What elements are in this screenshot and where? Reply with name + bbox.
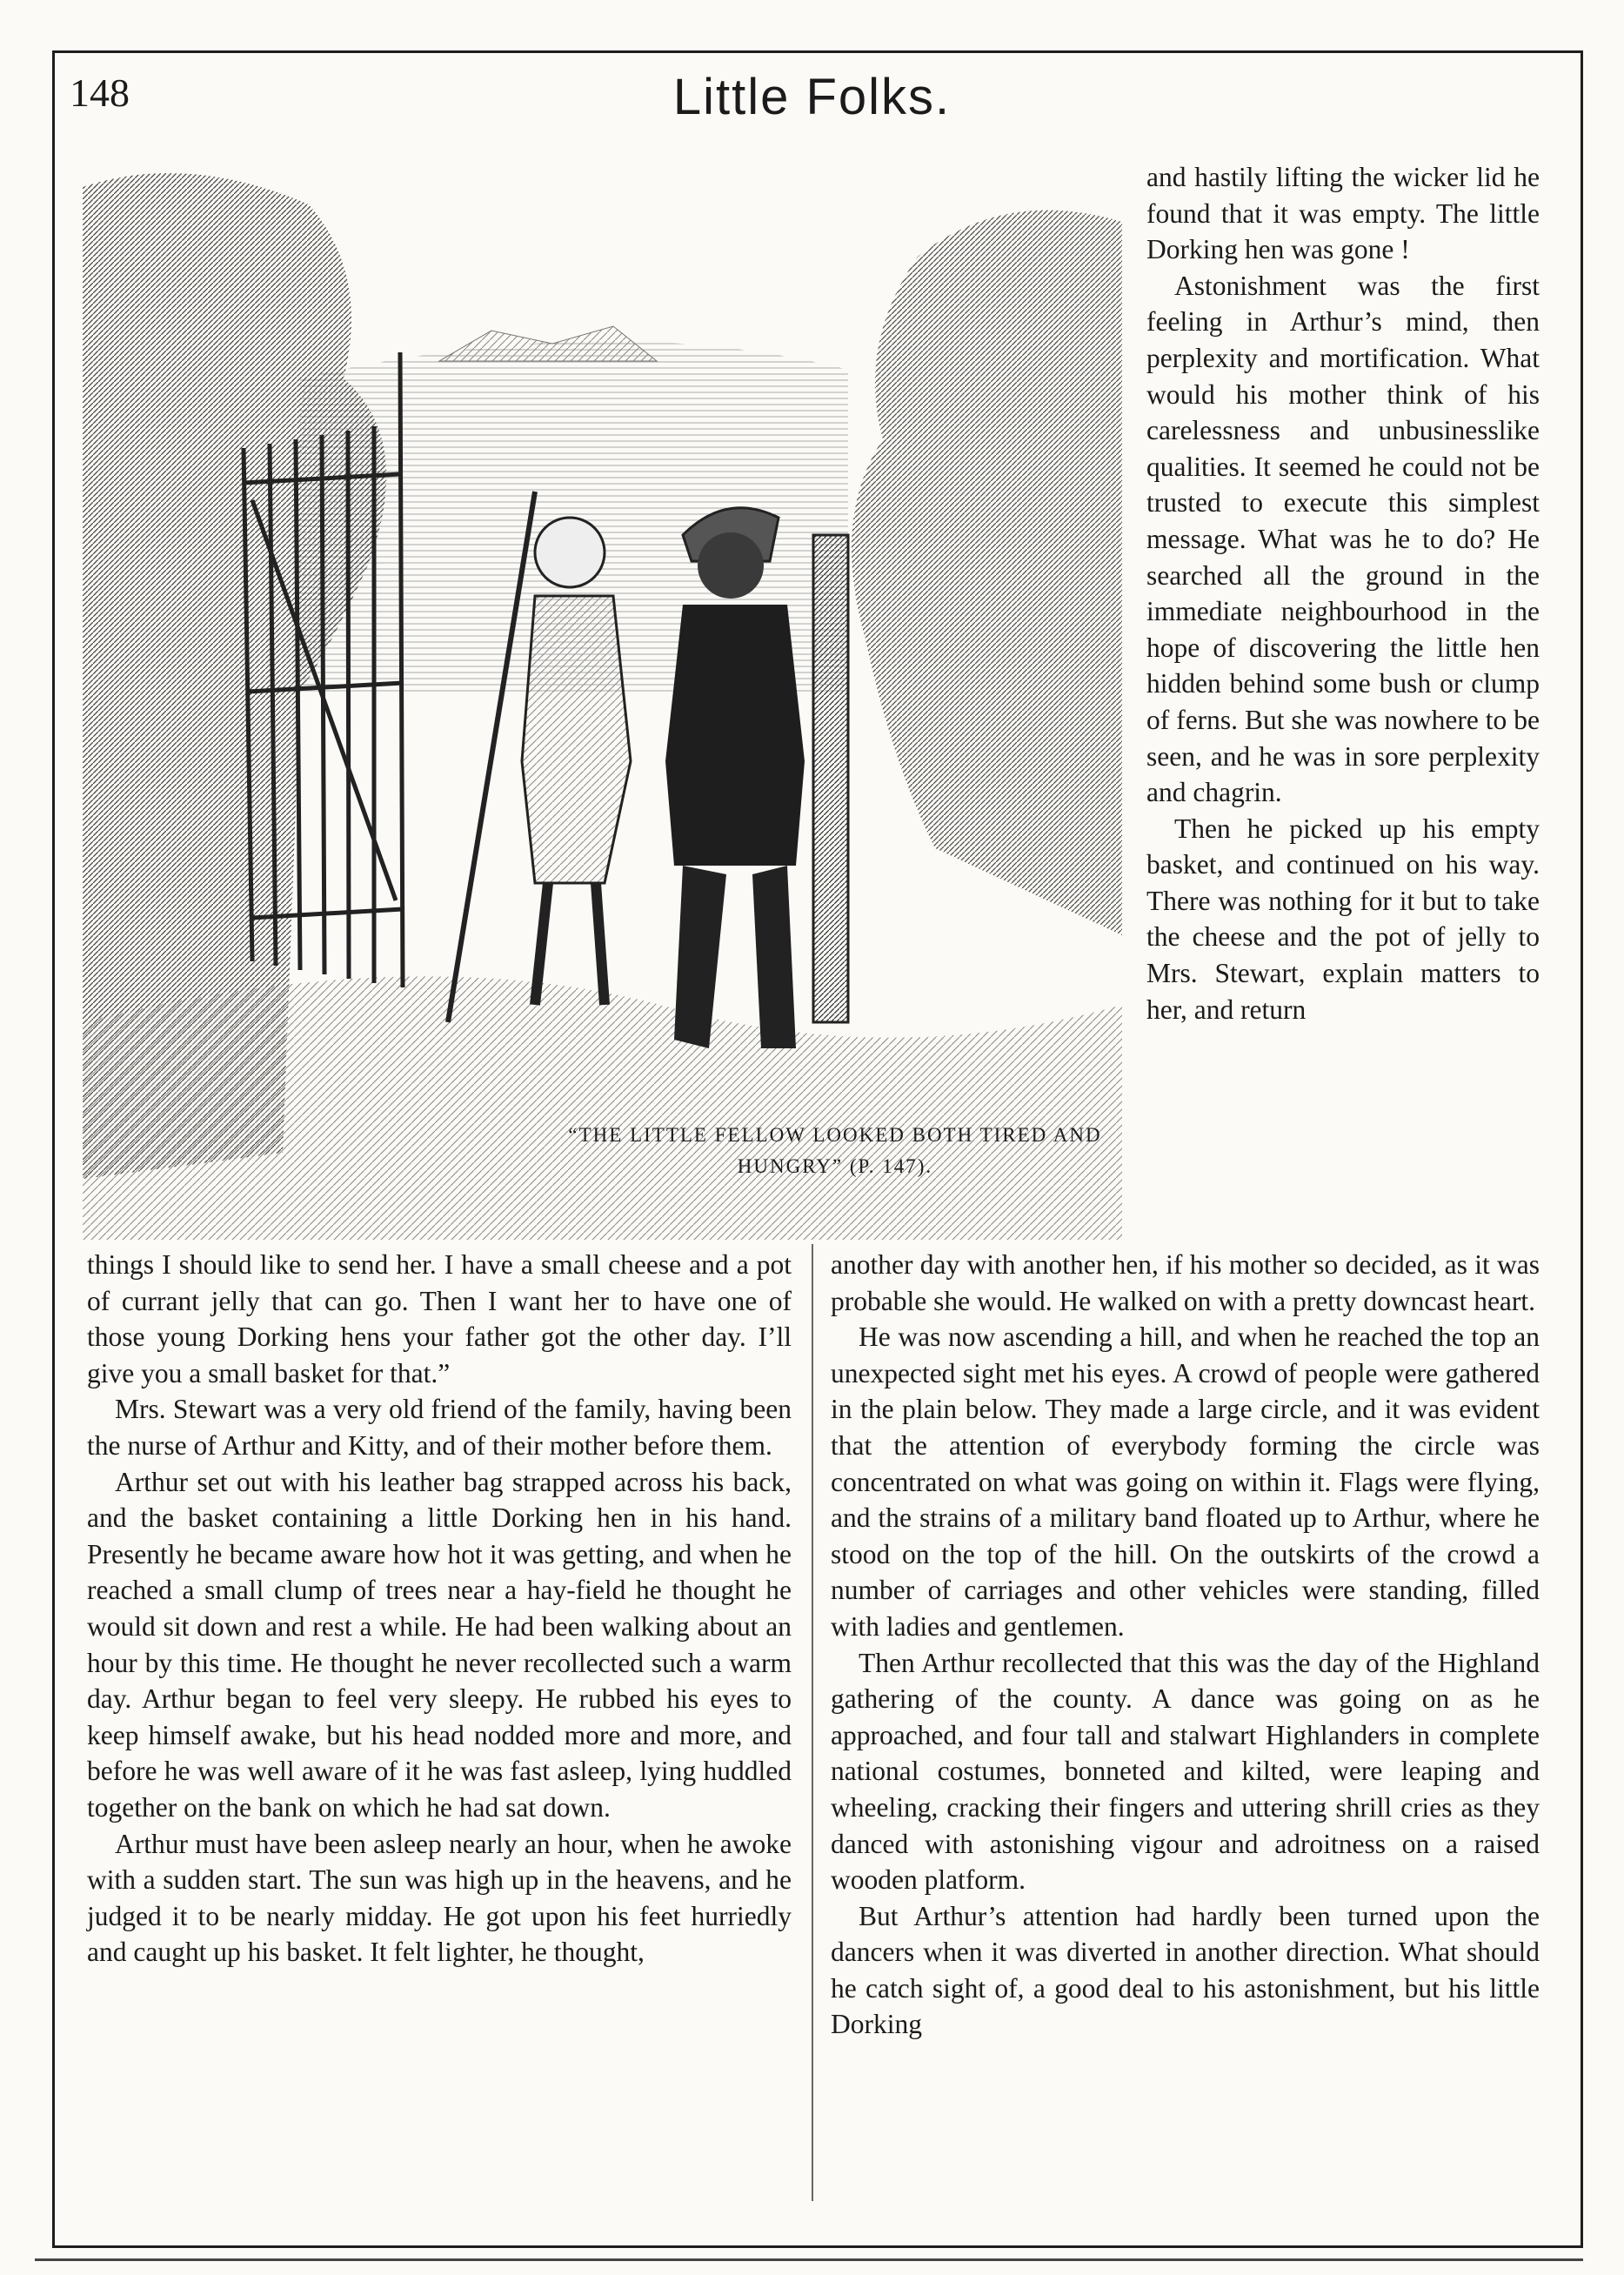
engraving-illustration <box>83 152 1122 1240</box>
paragraph: another day with another hen, if his mother so decided, as it was probable she would. He walked on with a pretty downcast heart. <box>831 1249 1540 1316</box>
footer-rule <box>35 2258 1583 2261</box>
paragraph: He was now ascending a hill, and when he reached the top an unexpected sight met his eyes. A crowd of people were gathered in the plain below. They made a large circle, and it was evident that the attention of everybody forming the circle was concentrated on what was going on within it. Flags were flying, and the strains of a military band floated up to Arthur, where he stood on the top of the hill. On the outskirts of the crowd a number of carriages and other vehicles were standing, filled with ladies and gentlemen. <box>831 1322 1540 1642</box>
page-title: Little Folks. <box>672 69 952 125</box>
paragraph: Arthur set out with his leather bag strapped across his back, and the basket containing a little Dorking hen in his hand. Presently he became aware how hot it was getting, and when he reached a small clump of trees near a hay-field he thought he would sit down and rest a while. He had been walking about an hour by this time. He thought he never recollected such a warm day. Arthur began to feel very sleepy. He rubbed his eyes to keep himself awake, but his head nodded more and more, and before he was well aware of it he was fast asleep, lying huddled together on the bank on which he had sat down. <box>87 1466 792 1823</box>
paragraph: things I should like to send her. I have a small cheese and a pot of currant jelly that can go. Then I want her to have one of those young Dorking hens your father got the other day. I’ll give you a small basket for that.” <box>87 1249 792 1388</box>
text-column-left <box>87 1247 792 1971</box>
paragraph: Arthur must have been asleep nearly an hour, when he awoke with a sudden start. The sun was high up in the heavens, and he judged it to be nearly midday. He got upon his feet hurriedly and caught up his basket. It felt lighter, he thought, <box>87 1828 792 1968</box>
paragraph: Then Arthur recollected that this was the day of the Highland gathering of the county. A dance was going on as he approached, and four tall and stalwart Highlanders in complete national costumes, bonneted and kilted, were leaping and wheeling, cracking their fingers and uttering shrill cries as they danced with astonishing vigour and adroitness on a raised wooden platform. <box>831 1647 1540 1896</box>
page-number: 148 <box>70 70 130 115</box>
illustration-caption: “THE LITTLE FELLOW LOOKED BOTH TIRED AND HUNGRY” (P. 147). <box>568 1124 1102 1177</box>
text-column-right <box>1146 159 1540 1027</box>
column-divider <box>812 1244 813 2201</box>
paragraph: Mrs. Stewart was a very old friend of the family, having been the nurse of Arthur and Kitty, and of their mother before them. <box>87 1394 792 1461</box>
paragraph: and hastily lifting the wicker lid he found that it was empty. The little Dorking hen was gone ! <box>1146 162 1540 265</box>
paragraph: Then he picked up his empty basket, and continued on his way. There was nothing for it but to take the cheese and the pot of jelly to Mrs. Stewart, explain matters to her, and return <box>1146 813 1540 1025</box>
text-column-middle <box>831 1247 1540 2043</box>
paragraph: Astonishment was the first feeling in Arthur’s mind, then perplexity and mortification. What would his mother think of his carelessness and unbusinesslike qualities. It seemed he could not be trusted to execute this simplest message. What was he to do? He searched all the ground in the immediate neighbourhood in the hope of discovering the little hen hidden behind some bush or clump of ferns. But she was nowhere to be seen, and he was in sore perplexity and chagrin. <box>1146 270 1540 808</box>
paragraph: But Arthur’s attention had hardly been turned upon the dancers when it was diverted in another direction. What should he catch sight of, a good deal to his astonishment, but his little Dorking <box>831 1900 1540 2040</box>
